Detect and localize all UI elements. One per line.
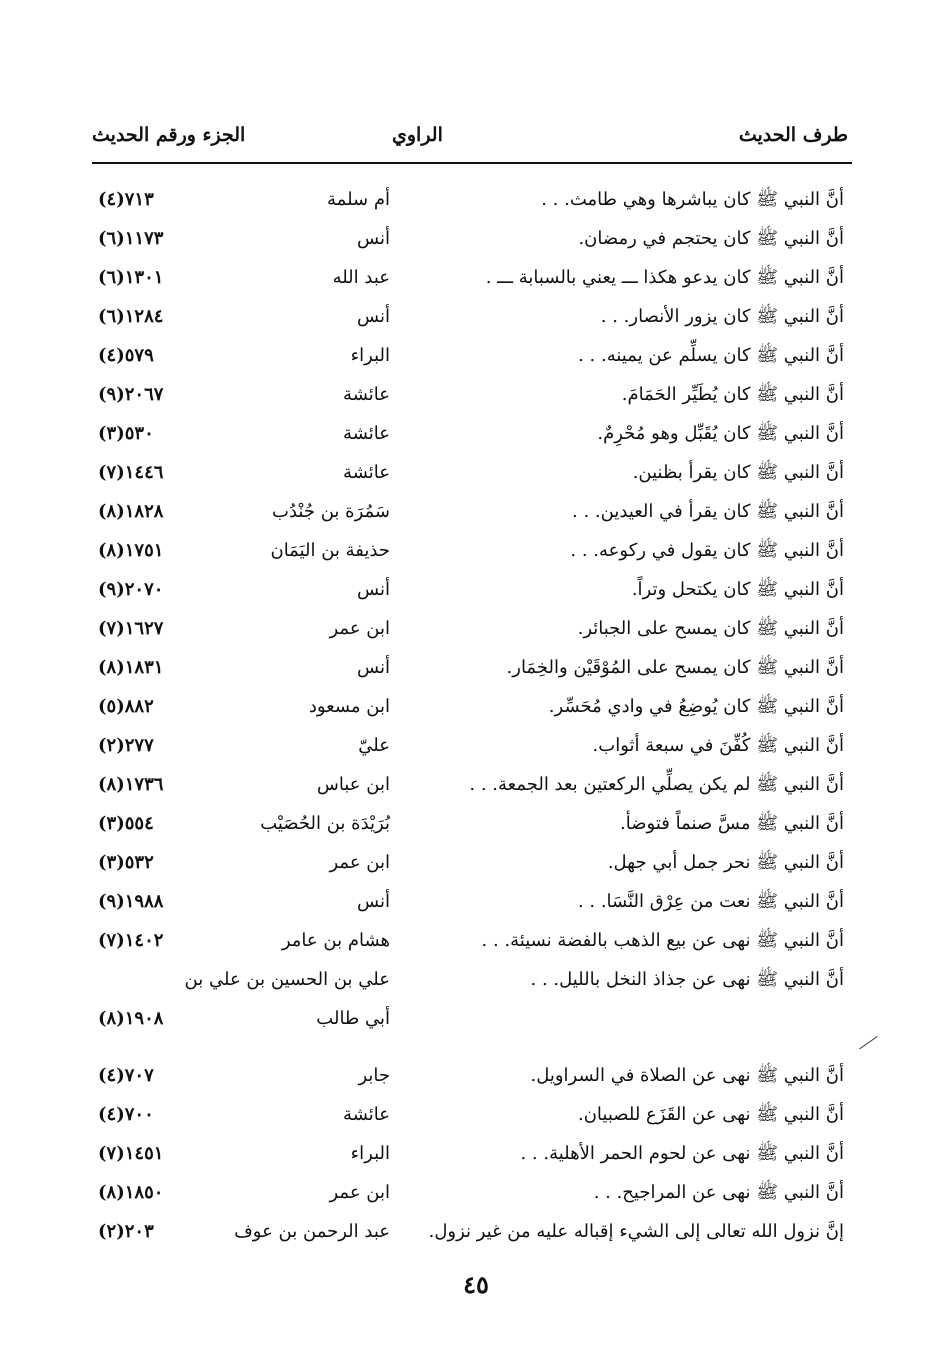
narrator-name: علي بن الحسين بن علي بن	[184, 969, 390, 990]
hadith-reference: ١١٧٣(٦)	[98, 228, 164, 249]
table-row	[0, 845, 952, 881]
table-row	[0, 611, 952, 647]
header-rule	[92, 162, 852, 164]
narrator-name: أنس	[357, 891, 390, 912]
hadith-text: أنَّ النبي ﷺ كان يُوضِعُ في وادي مُحَسِّر.	[548, 696, 844, 717]
table-row	[0, 806, 952, 842]
hadith-reference: ١٩٠٨(٨)	[98, 1008, 164, 1029]
narrator-name: عائشة	[343, 384, 390, 405]
hadith-reference: ٧٠٠(٤)	[98, 1104, 154, 1125]
narrator-name: عائشة	[343, 423, 390, 444]
hadith-reference: ١٨٣١(٨)	[98, 657, 164, 678]
narrator-name: جابر	[358, 1065, 390, 1086]
table-row	[0, 182, 952, 218]
narrator-name: عائشة	[343, 462, 390, 483]
hadith-reference: ٢٠٦٧(٩)	[98, 384, 164, 405]
narrator-name: البراء	[350, 345, 390, 366]
hadith-reference: ١٢٨٤(٦)	[98, 306, 164, 327]
hadith-text: أنَّ النبي ﷺ كان يقول في ركوعه. . .	[570, 540, 844, 561]
hadith-text: أنَّ النبي ﷺ كان يباشرها وهي طامث. . .	[541, 189, 844, 210]
hadith-reference: ٥٣٠(٣)	[98, 423, 154, 444]
hadith-text: أنَّ النبي ﷺ كُفِّنَ في سبعة أثواب.	[592, 735, 844, 756]
hadith-text: أنَّ النبي ﷺ كان يحتجم في رمضان.	[578, 228, 844, 249]
table-row	[0, 962, 952, 998]
table-row	[0, 1001, 952, 1037]
hadith-text: أنَّ النبي ﷺ كان يمسح على الجبائر.	[577, 618, 844, 639]
table-row	[0, 494, 952, 530]
hadith-text: أنَّ النبي ﷺ نحر جمل أبي جهل.	[607, 852, 844, 873]
table-row	[0, 455, 952, 491]
table-row	[0, 767, 952, 803]
header-hadith: طرف الحديث	[738, 124, 848, 146]
hadith-text: أنَّ النبي ﷺ نهى عن لحوم الحمر الأهلية. . .	[520, 1143, 844, 1164]
hadith-text: أنَّ النبي ﷺ نهى عن جذاذ النخل بالليل. . .	[530, 969, 844, 990]
narrator-name: ابن مسعود	[308, 696, 390, 717]
pencil-mark	[859, 1036, 879, 1051]
hadith-text: أنَّ النبي ﷺ مسَّ صنماً فتوضأ.	[620, 813, 844, 834]
hadith-reference: ٢٧٧(٢)	[98, 735, 154, 756]
hadith-reference: ٥٧٩(٤)	[98, 345, 154, 366]
table-row	[0, 260, 952, 296]
table-row	[0, 650, 952, 686]
page-number: ٤٥	[463, 1270, 489, 1299]
narrator-name: بُرَيْدَة بن الحُصَيْب	[260, 813, 390, 834]
hadith-reference: ١٤٠٢(٧)	[98, 930, 164, 951]
narrator-name: عائشة	[343, 1104, 390, 1125]
table-row	[0, 533, 952, 569]
hadith-reference: ١٧٣٦(٨)	[98, 774, 164, 795]
hadith-text: أنَّ النبي ﷺ كان يكتحل وتراً.	[631, 579, 844, 600]
table-row	[0, 1058, 952, 1094]
table-row	[0, 1097, 952, 1133]
hadith-text: أنَّ النبي ﷺ كان يسلِّم عن يمينه. . .	[578, 345, 844, 366]
narrator-name: أم سلمة	[327, 189, 390, 210]
narrator-name: البراء	[350, 1143, 390, 1164]
narrator-name: ابن عمر	[329, 1182, 390, 1203]
hadith-text: أنَّ النبي ﷺ نهى عن الصلاة في السراويل.	[530, 1065, 844, 1086]
narrator-name: عبد الله	[332, 267, 390, 288]
table-row	[0, 884, 952, 920]
hadith-reference: ١٨٢٨(٨)	[98, 501, 164, 522]
hadith-text: أنَّ النبي ﷺ كان يقرأ في العيدين. . .	[572, 501, 844, 522]
hadith-text: أنَّ النبي ﷺ نهى عن القَزَع للصبيان.	[577, 1104, 844, 1125]
hadith-reference: ٧٠٧(٤)	[98, 1065, 154, 1086]
header-reference: الجزء ورقم الحديث	[92, 124, 246, 146]
hadith-reference: ١٣٠١(٦)	[98, 267, 164, 288]
hadith-reference: ١٨٥٠(٨)	[98, 1182, 164, 1203]
narrator-name: ابن عمر	[329, 852, 390, 873]
table-row	[0, 221, 952, 257]
hadith-text: أنَّ النبي ﷺ كان يزور الأنصار. . .	[600, 306, 844, 327]
table-row	[0, 923, 952, 959]
table-row	[0, 1175, 952, 1211]
hadith-text: أنَّ النبي ﷺ نعت من عِرْق النَّسَا. . .	[577, 891, 844, 912]
hadith-text: أنَّ النبي ﷺ نهى عن بيع الذهب بالفضة نسيئة. . .	[481, 930, 844, 951]
narrator-name: عليّ	[358, 735, 390, 756]
narrator-name: هشام بن عامر	[281, 930, 390, 951]
table-row	[0, 377, 952, 413]
narrator-name: عبد الرحمن بن عوف	[234, 1221, 390, 1242]
narrator-name: ابن عباس	[316, 774, 390, 795]
hadith-reference: ٥٥٤(٣)	[98, 813, 154, 834]
narrator-name: ابن عمر	[329, 618, 390, 639]
hadith-reference: ٢٠٧٠(٩)	[98, 579, 164, 600]
header-narrator: الراوي	[392, 124, 443, 146]
narrator-name: حذيفة بن اليَمَان	[270, 540, 390, 561]
hadith-reference: ١٩٨٨(٩)	[98, 891, 164, 912]
hadith-reference: ٨٨٢(٥)	[98, 696, 154, 717]
table-row	[0, 1136, 952, 1172]
hadith-reference: ١٧٥١(٨)	[98, 540, 164, 561]
hadith-reference: ٧١٣(٤)	[98, 189, 154, 210]
narrator-name: أنس	[357, 657, 390, 678]
hadith-text: أنَّ النبي ﷺ كان يُقَبِّل وهو مُحْرِمٌ.	[597, 423, 844, 444]
hadith-text: أنَّ النبي ﷺ كان يمسح على المُوْقَيْن والخِمَار.	[506, 657, 844, 678]
hadith-reference: ٥٣٢(٣)	[98, 852, 154, 873]
hadith-text: إنَّ نزول الله تعالى إلى الشيء إقباله عليه من غير نزول.	[428, 1221, 844, 1242]
table-row	[0, 338, 952, 374]
narrator-name: أنس	[357, 228, 390, 249]
hadith-reference: ١٤٤٦(٧)	[98, 462, 164, 483]
narrator-name: أنس	[357, 579, 390, 600]
table-row	[0, 572, 952, 608]
narrator-name: أنس	[357, 306, 390, 327]
table-row	[0, 416, 952, 452]
hadith-reference: ٢٠٣(٢)	[98, 1221, 154, 1242]
hadith-text: أنَّ النبي ﷺ لم يكن يصلِّي الركعتين بعد الجمعة. . .	[469, 774, 844, 795]
narrator-name: سَمُرَة بن جُنْدُب	[272, 501, 390, 522]
table-header	[92, 124, 852, 158]
table-row	[0, 1214, 952, 1250]
hadith-text: أنَّ النبي ﷺ نهى عن المراجيح. . .	[593, 1182, 844, 1203]
hadith-text: أنَّ النبي ﷺ كان يقرأ بظنين.	[632, 462, 844, 483]
hadith-text: أنَّ النبي ﷺ كان يُطَيِّر الحَمَامَ.	[621, 384, 844, 405]
hadith-reference: ١٦٢٧(٧)	[98, 618, 164, 639]
table-row	[0, 299, 952, 335]
table-row	[0, 728, 952, 764]
hadith-reference: ١٤٥١(٧)	[98, 1143, 164, 1164]
hadith-text: أنَّ النبي ﷺ كان يدعو هكذا ـــ يعني بالسبابة ـــ .	[485, 267, 844, 288]
narrator-name: أبي طالب	[316, 1008, 390, 1029]
table-row	[0, 689, 952, 725]
